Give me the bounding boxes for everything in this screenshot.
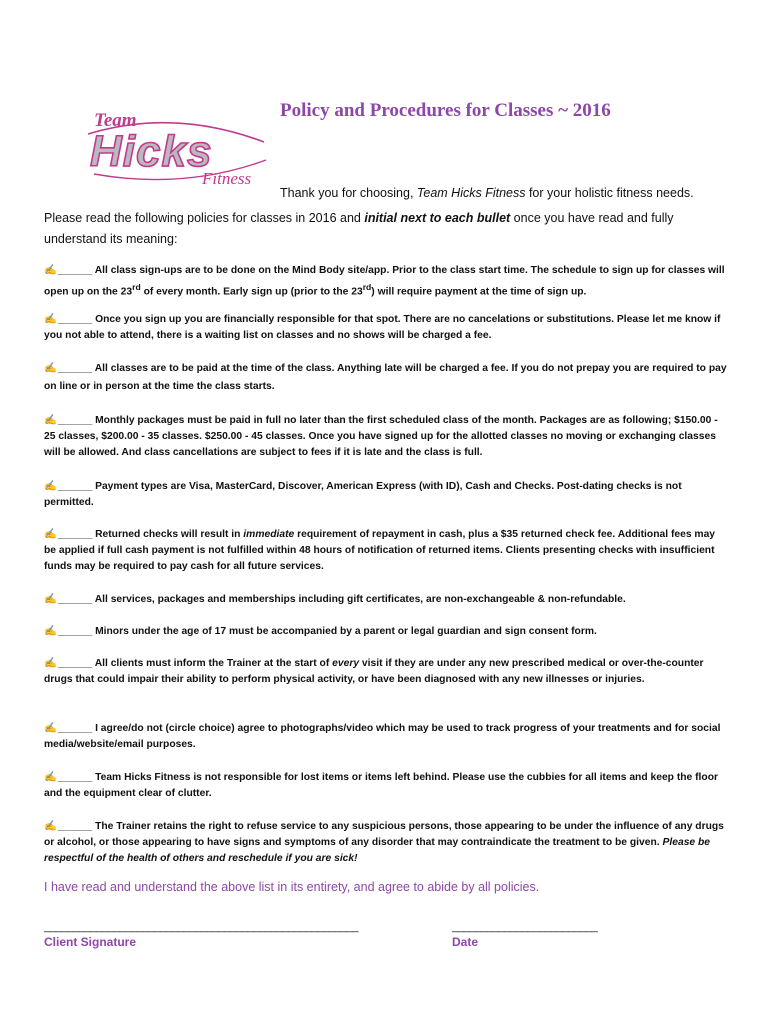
policy-text: visit if they are under any new prescribed medical or over-the-counter drugs that could impair their ability to perform physical activity, or have been diagnosed with any new illnesses or injuries. — [44, 658, 704, 686]
policy-item — [44, 721, 728, 753]
initial-blank: ______ — [57, 265, 93, 276]
initial-blank: ______ — [57, 626, 93, 637]
policy-item — [44, 263, 728, 301]
client-signature-line[interactable]: ______________________________________________________ — [44, 921, 359, 933]
intro-post: once you have read and fully understand its meaning: — [44, 211, 674, 246]
policy-item — [44, 360, 728, 396]
writing-hand-icon: ✍ — [44, 363, 57, 374]
initial-blank: ______ — [57, 363, 93, 374]
policy-text: All classes are to be paid at the time of the class. Anything late will be charged a fee. If you do not prepay you are required to pay on line or in person at the time the class starts. — [44, 363, 727, 392]
thank-you-post: for your holistic fitness needs. — [525, 186, 694, 200]
writing-hand-icon: ✍ — [44, 314, 57, 325]
policy-item — [44, 819, 728, 868]
policy-emphasis: Please be respectful of the health of others and reschedule if you are sick! — [44, 837, 711, 865]
initial-blank: ______ — [57, 481, 93, 492]
team-hicks-fitness-logo — [84, 104, 268, 190]
logo-team-text: Team — [94, 110, 137, 131]
policy-text: Minors under the age of 17 must be accompanied by a parent or legal guardian and sign consent form. — [95, 626, 597, 637]
writing-hand-icon: ✍ — [44, 723, 57, 734]
acknowledgement-statement: I have read and understand the above list in its entirety, and agree to abide by all policies. — [44, 880, 540, 894]
policy-item — [44, 592, 728, 608]
policy-text: requirement of repayment in cash, plus a $35 returned check fee. Additional fees may be applied if full cash payment is not fulfilled within 48 hours of notification of returned items. Clients presenting checks with insufficient funds may be required to pay cash for all future services. — [44, 529, 716, 573]
writing-hand-icon: ✍ — [44, 594, 57, 605]
ordinal-suffix: rd — [362, 282, 372, 293]
writing-hand-icon: ✍ — [44, 772, 57, 783]
initial-blank: ______ — [57, 821, 93, 832]
thank-you-pre: Thank you for choosing, — [280, 186, 417, 200]
policy-text: of every month. Early sign up (prior to the 23 — [140, 286, 363, 298]
intro-instructions — [44, 208, 714, 250]
policy-text: All class sign-ups are to be done on the Mind Body site/app. Prior to the class start time. The schedule to sign up for classes will open up on the 23 — [44, 265, 725, 298]
policy-item — [44, 479, 728, 511]
policy-text: I agree/do not (circle choice) agree to photographs/video which may be used to track progress of your treatments and for social media/website/email purposes. — [44, 723, 721, 751]
initial-blank: ______ — [57, 723, 93, 734]
intro-emphasis: initial next to each bullet — [364, 211, 511, 225]
policy-text: ) will require payment at the time of sign up. — [371, 286, 587, 298]
client-signature-label: Client Signature — [44, 935, 137, 949]
thank-you-line — [280, 186, 694, 200]
policy-text: The Trainer retains the right to refuse service to any suspicious persons, those appearing to be under the influence of any drugs or alcohol, or those appearing to have signs and symptoms of any disorder that may contraindicate the treatment to be given. — [44, 821, 724, 849]
writing-hand-icon: ✍ — [44, 415, 57, 426]
policy-item — [44, 527, 728, 576]
policy-emphasis: every — [332, 658, 360, 669]
policy-item — [44, 413, 728, 462]
policy-text: Monthly packages must be paid in full no later than the first scheduled class of the month. Packages are as following; $150.00 - 25 classes, $200.00 - 35 classes. $250.00 - 45 classes. Once you have signed up for the allotted classes no moving or exchanging classes will be allowed. And class cancellations are subject to fees if it is late and the class is full. — [44, 415, 718, 459]
policy-item — [44, 770, 728, 802]
writing-hand-icon: ✍ — [44, 821, 57, 832]
initial-blank: ______ — [57, 529, 93, 540]
initial-blank: ______ — [57, 415, 93, 426]
policy-emphasis: immediate — [243, 529, 295, 540]
policy-item — [44, 656, 728, 688]
writing-hand-icon: ✍ — [44, 481, 57, 492]
policy-item — [44, 312, 728, 344]
initial-blank: ______ — [57, 658, 93, 669]
policy-text: Payment types are Visa, MasterCard, Discover, American Express (with ID), Cash and Checks. Post-dating checks is not permitted. — [44, 481, 682, 509]
page-title: Policy and Procedures for Classes ~ 2016 — [280, 100, 611, 121]
date-line[interactable]: _________________________ — [452, 921, 598, 933]
policy-text: Returned checks will result in — [95, 529, 244, 540]
writing-hand-icon: ✍ — [44, 626, 57, 637]
policy-item — [44, 624, 728, 640]
thank-you-brand: Team Hicks Fitness — [416, 186, 526, 200]
logo-hicks-text: Hicks — [90, 127, 213, 176]
logo-fitness-text: Fitness — [202, 169, 252, 188]
date-label: Date — [452, 935, 479, 949]
initial-blank: ______ — [57, 314, 93, 325]
writing-hand-icon: ✍ — [44, 529, 57, 540]
writing-hand-icon: ✍ — [44, 265, 57, 276]
policy-text: Team Hicks Fitness is not responsible for lost items or items left behind. Please use the cubbies for all items and keep the floor and the equipment clear of clutter. — [44, 772, 719, 800]
initial-blank: ______ — [57, 772, 93, 783]
policy-text: All clients must inform the Trainer at the start of — [94, 658, 333, 669]
policy-text: Once you sign up you are financially responsible for that spot. There are no cancelations or substitutions. Please let me know if you not able to attend, there is a waiting list on classes and no shows will be charged a fee. — [44, 314, 721, 342]
intro-pre: Please read the following policies for classes in 2016 and — [44, 211, 365, 225]
initial-blank: ______ — [57, 594, 93, 605]
writing-hand-icon: ✍ — [44, 658, 57, 669]
policy-text: All services, packages and memberships including gift certificates, are non-exchangeable & non-refundable. — [94, 594, 626, 605]
ordinal-suffix: rd — [132, 282, 141, 293]
